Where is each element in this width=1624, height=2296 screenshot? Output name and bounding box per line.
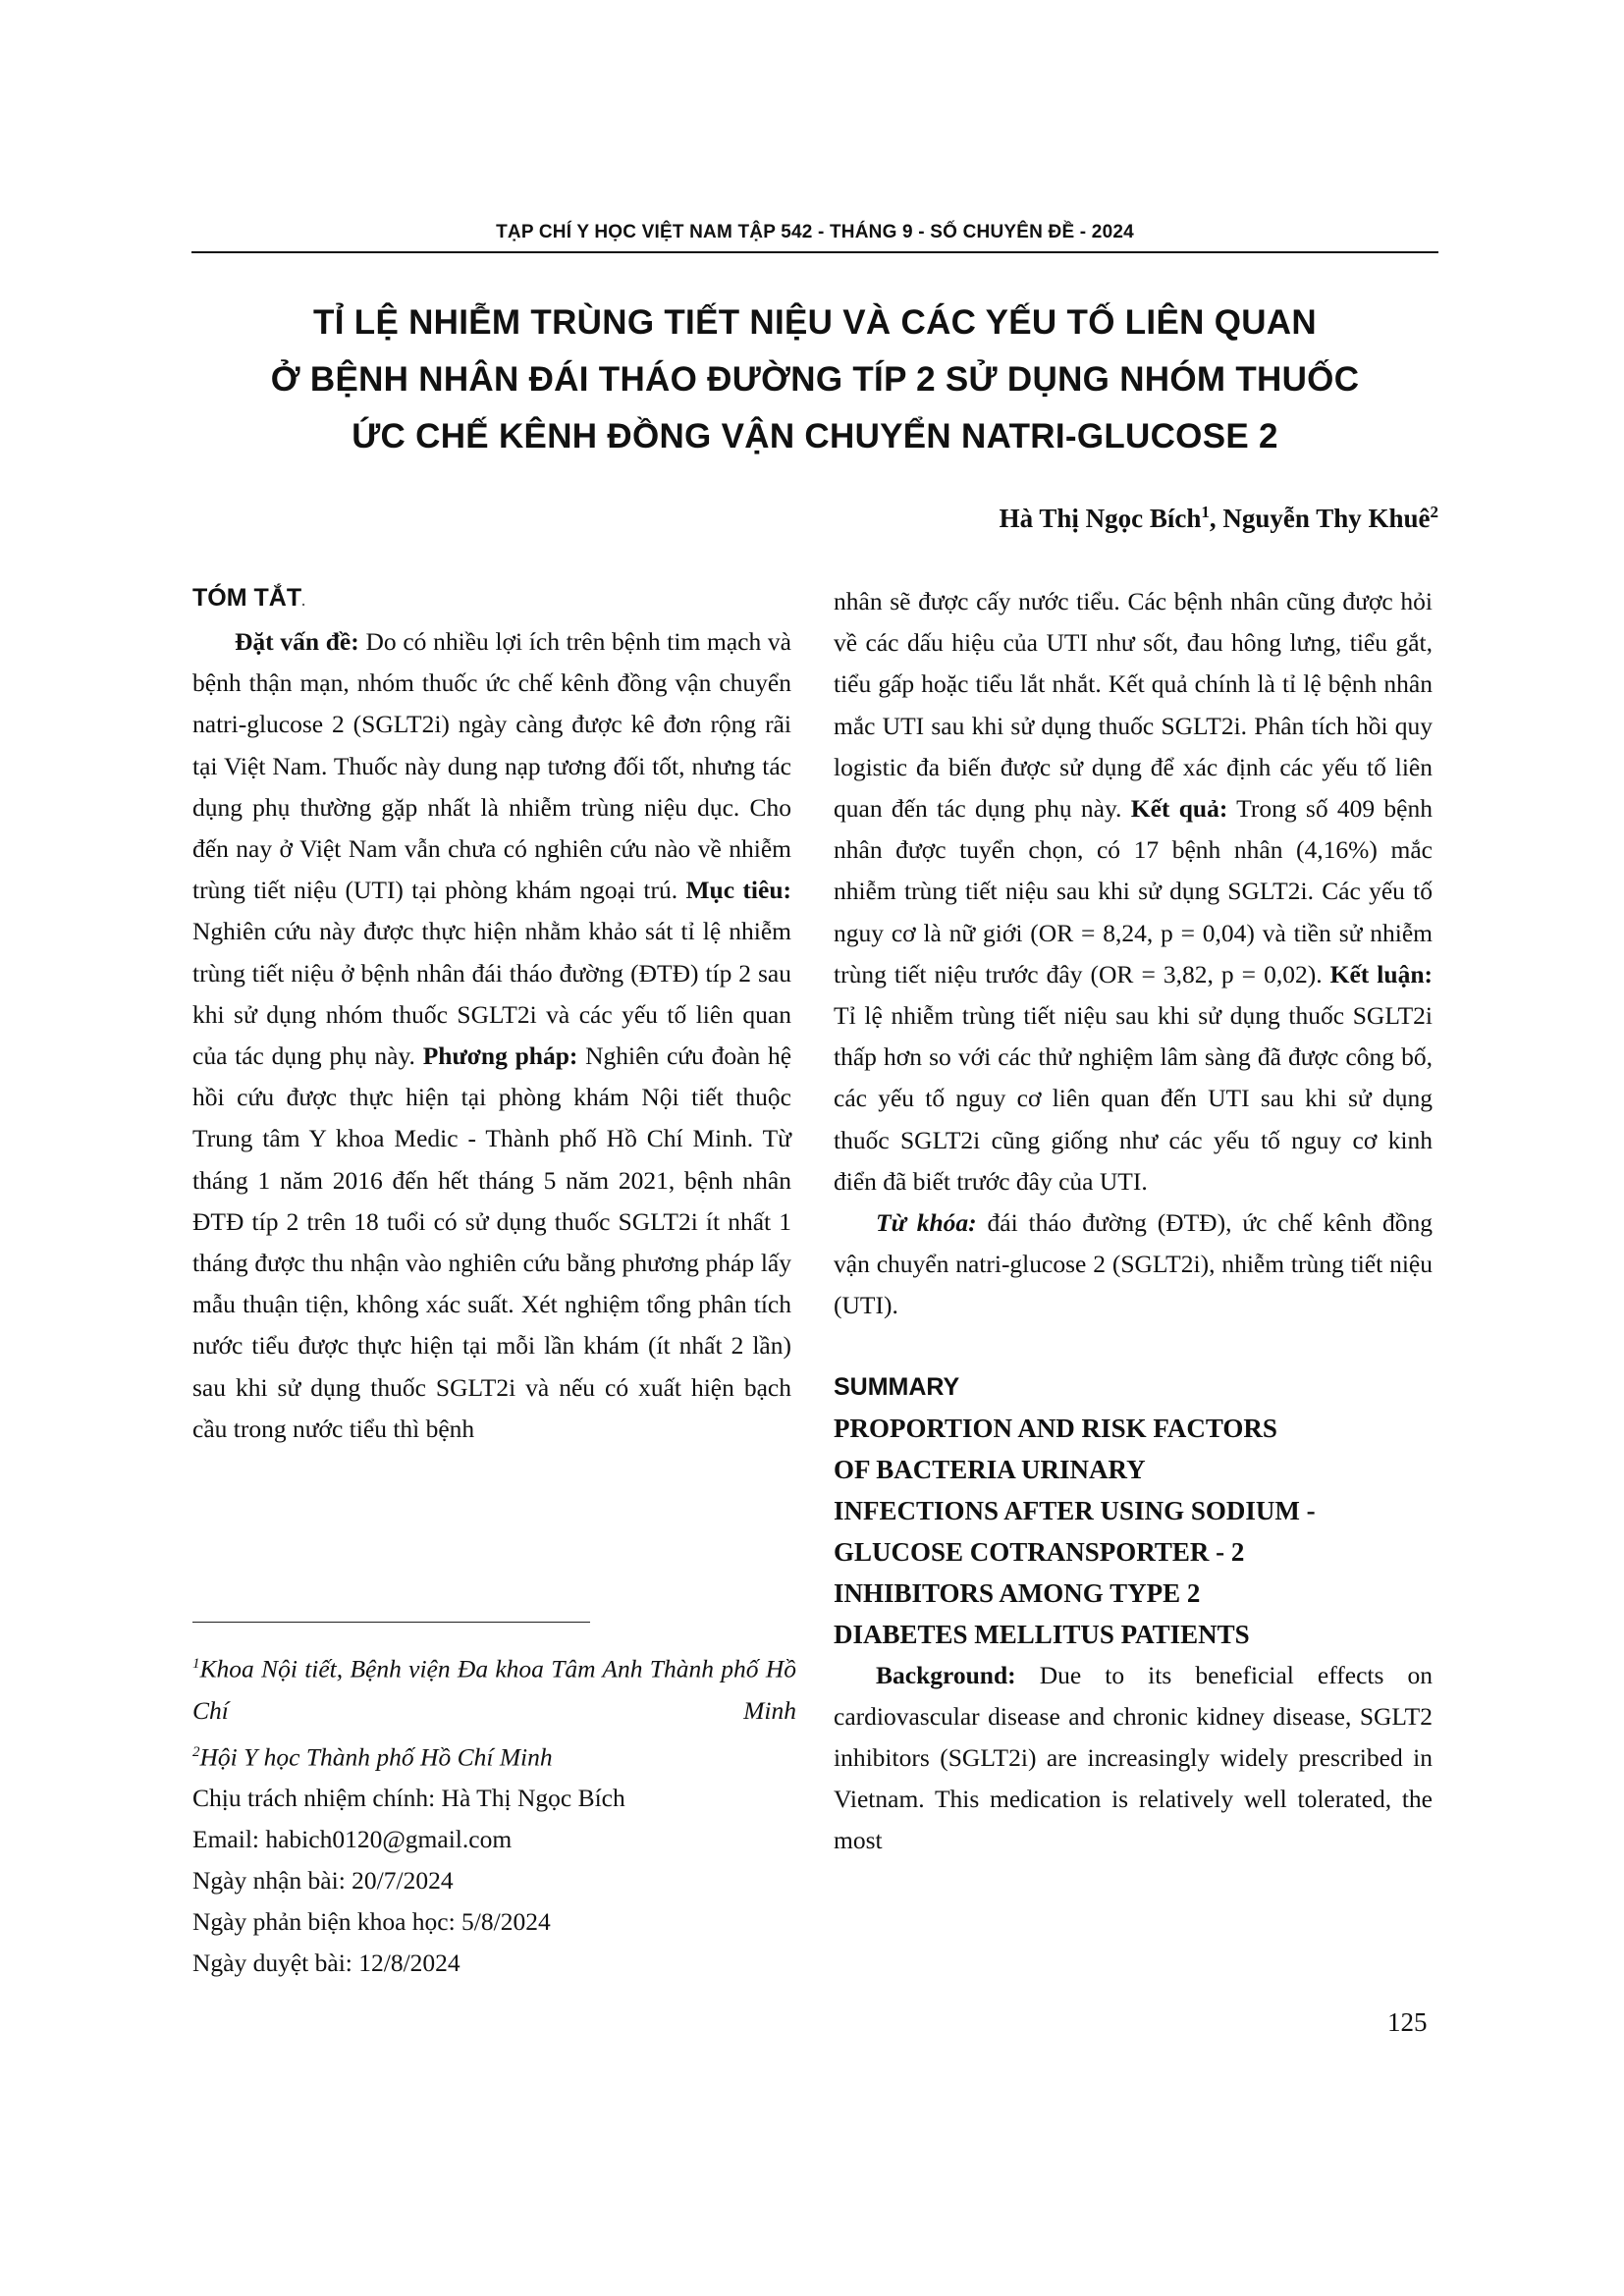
title-line-1: TỈ LỆ NHIỄM TRÙNG TIẾT NIỆU VÀ CÁC YẾU TỐ LIÊN QUAN [313,303,1317,342]
text-dat-van-de: Do có nhiều lợi ích trên bệnh tim mạch và bệnh thận mạn, nhóm thuốc ức chế kênh đồng vận chuyển natri-glucose 2 (SGLT2i) ngày càng được kê đơn rộng rãi tại Việt Nam. Thuốc này dung nạp tương đối tốt, nhưng tác dụng phụ thường gặp nhất là nhiễm trùng niệu dục. Cho đến nay ở Việt Nam vẫn chưa có nghiên cứu nào về nhiễm trùng tiết niệu (UTI) tại phòng khám ngoại trú. [192,627,791,905]
author-email: Email: habich0120@gmail.com [192,1825,513,1853]
text-muc-tieu: Nghiên cứu này được thực hiện nhằm khảo sát tỉ lệ nhiễm trùng tiết niệu ở bệnh nhân đái tháo đường (ĐTĐ) típ 2 sau khi sử dụng nhóm thuốc SGLT2i và các yếu tố liên quan của tác dụng phụ này. [192,917,791,1071]
abstract-paragraph [192,621,791,1450]
background-text: Due to its beneficial effects on cardiovascular disease and chronic kidney disease, SGLT2 inhibitors (SGLT2i) are increasingly widely prescribed in Vietnam. This medication is relatively well tolerated, the most [834,1660,1433,1855]
author-separator: , [1209,504,1223,533]
authors [1000,503,1438,534]
footnote-rule [192,1622,590,1623]
title-line-2: Ở BỆNH NHÂN ĐÁI THÁO ĐƯỜNG TÍP 2 SỬ DỤNG NHÓM THUỐC [270,360,1360,399]
label-muc-tieu: Mục tiêu: [685,876,792,905]
summary-background [834,1655,1433,1862]
footnote-2-text: Hội Y học Thành phố Hồ Chí Minh [199,1742,553,1771]
footnote-1-text: Khoa Nội tiết, Bệnh viện Đa khoa Tâm Anh Thành phố Hồ Chí Minh [192,1654,796,1725]
label-phuong-phap: Phương pháp: [422,1041,578,1071]
summary-title-line-1: PROPORTION AND RISK FACTORS [834,1413,1277,1443]
keywords-label: Từ khóa: [876,1208,977,1238]
author-1-affiliation: 1 [1201,503,1210,521]
summary-title-line-2: OF BACTERIA URINARY [834,1454,1146,1484]
article-title [191,294,1438,465]
footnote-affiliation-2 [192,1732,801,1779]
background-label: Background: [876,1660,1016,1689]
header-rule [191,251,1438,253]
author-2-name: Nguyễn Thy Khuê [1222,504,1431,533]
abstract-continuation [834,581,1433,1202]
summary-title-line-6: DIABETES MELLITUS PATIENTS [834,1619,1250,1649]
text-phuong-phap: Nghiên cứu đoàn hệ hồi cứu được thực hiện tại phòng khám Nội tiết thuộc Trung tâm Y khoa Medic - Thành phố Hồ Chí Minh. Từ tháng 1 năm 2016 đến hết tháng 5 năm 2021, bệnh nhân ĐTĐ típ 2 trên 18 tuổi có sử dụng thuốc SGLT2i ít nhất 1 tháng được thu nhận vào nghiên cứu bằng phương pháp lấy mẫu thuận tiện, không xác suất. Xét nghiệm tổng phân tích nước tiểu được thực hiện tại mỗi lần khám (ít nhất 2 lần) sau khi sử dụng thuốc SGLT2i và nếu có xuất hiện bạch cầu trong nước tiểu thì bệnh [192,1041,792,1443]
abstract-heading-mark: . [301,593,305,609]
author-2-affiliation: 2 [1430,503,1438,521]
journal-running-header: TẠP CHÍ Y HỌC VIỆT NAM TẬP 542 - THÁNG 9 - SỐ CHUYÊN ĐỀ - 2024 [496,222,1134,242]
keywords-text: đái tháo đường (ĐTĐ), ức chế kênh đồng vận chuyển natri-glucose 2 (SGLT2i), nhiễm trùng tiết niệu (UTI). [834,1208,1433,1320]
text-ket-luan: Tỉ lệ nhiễm trùng tiết niệu sau khi sử dụng thuốc SGLT2i thấp hơn so với các thử nghiệm lâm sàng đã được công bố, các yếu tố nguy cơ liên quan đến UTI sau khi sử dụng thuốc SGLT2i cũng giống như các yếu tố nguy cơ kinh điển đã biết trước đây của UTI. [834,1001,1433,1196]
label-dat-van-de: Đặt vấn đề: [235,627,359,656]
summary-title-line-4: GLUCOSE COTRANSPORTER - 2 [834,1536,1245,1567]
date-accepted: Ngày duyệt bài: 12/8/2024 [192,1949,460,1977]
summary-title-line-3: INFECTIONS AFTER USING SODIUM - [834,1495,1316,1525]
footnote-2-marker: 2 [192,1743,200,1760]
left-column [192,577,791,1450]
footnotes [192,1643,801,1984]
footnote-1-marker: 1 [192,1656,200,1672]
keywords [834,1202,1433,1327]
summary-heading: SUMMARY [834,1372,960,1401]
label-ket-qua: Kết quả: [1130,794,1228,824]
footnote-affiliation-1 [192,1643,796,1732]
date-reviewed: Ngày phản biện khoa học: 5/8/2024 [192,1907,551,1936]
author-1-name: Hà Thị Ngọc Bích [999,504,1202,533]
abstract-heading [192,577,791,621]
page-number: 125 [1387,2007,1428,2037]
corresponding-author: Chịu trách nhiệm chính: Hà Thị Ngọc Bích [192,1784,625,1812]
label-ket-luan: Kết luận: [1329,959,1433,988]
text-phuong-phap-continued: nhân sẽ được cấy nước tiểu. Các bệnh nhân cũng được hỏi về các dấu hiệu của UTI như sốt, đau hông lưng, tiểu gắt, tiểu gấp hoặc tiểu lắt nhắt. Kết quả chính là tỉ lệ bệnh nhân mắc UTI sau khi sử dụng thuốc SGLT2i. Phân tích hồi quy logistic đa biến được sử dụng để xác định các yếu tố liên quan đến tác dụng phụ này. [834,587,1433,824]
text-ket-qua: Trong số 409 bệnh nhân được tuyển chọn, có 17 bệnh nhân (4,16%) mắc nhiễm trùng tiết niệu sau khi sử dụng SGLT2i. Các yếu tố nguy cơ là nữ giới (OR = 8,24, p = 0,04) và tiền sử nhiễm trùng tiết niệu trước đây (OR = 3,82, p = 0,02). [834,794,1433,988]
summary-title-line-5: INHIBITORS AMONG TYPE 2 [834,1577,1201,1608]
date-received: Ngày nhận bài: 20/7/2024 [192,1866,454,1895]
right-column [834,581,1433,1862]
title-line-3: ỨC CHẾ KÊNH ĐỒNG VẬN CHUYỂN NATRI-GLUCOSE 2 [352,417,1278,455]
abstract-heading-text: TÓM TẮT [192,584,302,612]
